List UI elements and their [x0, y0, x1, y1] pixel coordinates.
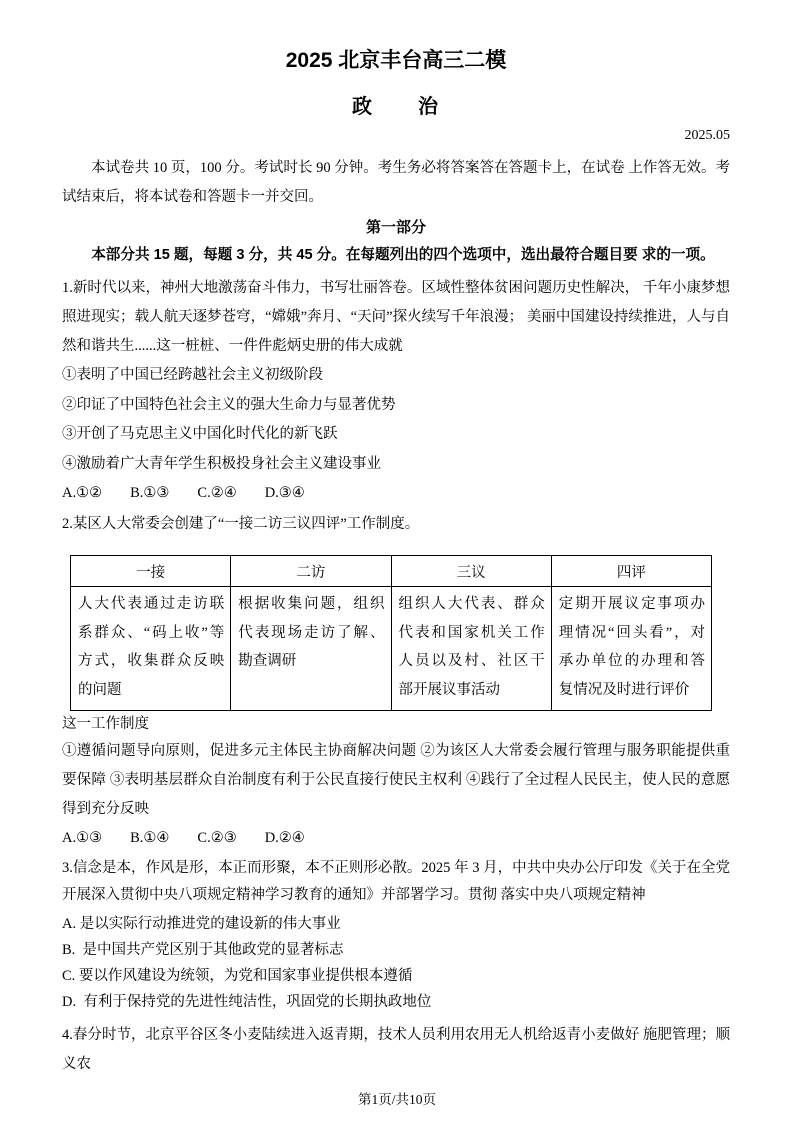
q1-stem: 1.新时代以来，神州大地激荡奋斗伟力，书写壮丽答卷。区域性整体贫困问题历史性解决， 千年小康梦想照进现实；载人航天逐梦苍穹，“嫦娥”奔月、“天问”探火续写千年浪漫； 美丽中国建设持续推进，人与自然和谐共生......这一桩桩、一件件彪炳史册的伟大成就 [62, 280, 730, 354]
q2-table-header-3: 三议 [391, 556, 551, 587]
q1-choice-c: C.②④ [197, 485, 237, 501]
q2-table-header-4: 四评 [551, 556, 711, 587]
page-footer: 第1页/共10页 [357, 1092, 436, 1107]
q1-choice-d: D.③④ [264, 485, 305, 501]
q1-item-1: ①表明了中国已经跨越社会主义初级阶段 [62, 367, 323, 383]
q2-table-header-2: 二访 [231, 556, 391, 587]
q2-table-body-row [71, 587, 712, 711]
q3-option-d: D. 有利于保持党的先进性纯洁性，巩固党的长期执政地位 [62, 994, 432, 1010]
q2-choices [62, 824, 730, 853]
question-3 [62, 855, 730, 1015]
q2-table-header-1: 一接 [71, 556, 231, 587]
q2-lead: 这一工作制度 [62, 716, 149, 732]
q3-option-a: A. 是以实际行动推进党的建设新的伟大事业 [62, 916, 341, 932]
q3-option-b: B. 是中国共产党区别于其他政党的显著标志 [62, 942, 344, 958]
q2-table-cell-3: 组织人大代表、群众 代表和国家机关工作 人员以及村、社区干 部开展议事活动 [391, 587, 551, 711]
q1-choice-b: B.①③ [130, 485, 170, 501]
question-4 [62, 1021, 730, 1079]
section-heading: 第一部分 [365, 219, 426, 236]
q2-table-cell-4: 定期开展议定事项办 理情况“回头看”，对 承办单位的办理和答 复情况及时进行评价 [551, 587, 711, 711]
q2-choice-b: B.①④ [130, 830, 170, 846]
q1-choices [62, 479, 730, 508]
q2-choice-c: C.②③ [197, 830, 237, 846]
q2-table [70, 555, 712, 711]
q2-stem: 2.某区人大常委会创建了“一接二访三议四评”工作制度。 [62, 516, 420, 532]
q3-stem: 3.信念是本，作风是形，本正而形聚，本不正则形必散。2025 年 3 月，中共中央办公厅印发《关于在全党开展深入贯彻中央八项规定精神学习教育的通知》并部署学习。贯彻 落实中央八项规定精神 [62, 860, 730, 903]
q4-stem: 4.春分时节，北京平谷区冬小麦陆续进入返青期，技术人员利用农用无人机给返青小麦做好 施肥管理；顺义农 [62, 1027, 730, 1072]
q2-table-cell-2: 根据收集问题，组织 代表现场走访了解、 勘查调研 [231, 587, 391, 711]
q2-table-cell-1: 人大代表通过走访联 系群众、“码上收”等 方式，收集群众反映 的问题 [71, 587, 231, 711]
exam-instructions: 本试卷共 10 页，100 分。考试时长 90 分钟。考生务必将答案答在答题卡上，在试卷 上作答无效。考试结束后，将本试卷和答题卡一并交回。 [62, 160, 730, 205]
q2-choice-a: A.①③ [62, 830, 103, 846]
q1-item-3: ③开创了马克思主义中国化时代化的新飞跃 [62, 426, 338, 442]
question-2 [62, 510, 730, 853]
q2-choice-d: D.②④ [264, 830, 305, 846]
q2-items: ①遵循问题导向原则，促进多元主体民主协商解决问题 ②为该区人大常委会履行管理与服务职能提供重要保障 ③表明基层群众自治制度有利于公民直接行使民主权利 ④践行了全过程人民民主，使人民的意愿得到充分反映 [62, 743, 730, 817]
q1-choice-a: A.①② [62, 485, 103, 501]
q2-table-header-row [71, 556, 712, 587]
question-1 [62, 274, 730, 508]
q1-item-2: ②印证了中国特色社会主义的强大生命力与显著优势 [62, 396, 396, 413]
q3-option-c: C. 要以作风建设为统领，为党和国家事业提供根本遵循 [62, 968, 413, 984]
page-title: 2025 北京丰台高三二模 [285, 49, 507, 72]
q1-item-4: ④激励着广大青年学生积极投身社会主义建设事业 [62, 455, 381, 472]
exam-date: 2025.05 [684, 128, 730, 143]
subject-title: 政 治 [352, 96, 440, 118]
section-instruction: 本部分共 15 题，每题 3 分，共 45 分。在每题列出的四个选项中，选出最符合题目要 求的一项。 [91, 247, 715, 263]
